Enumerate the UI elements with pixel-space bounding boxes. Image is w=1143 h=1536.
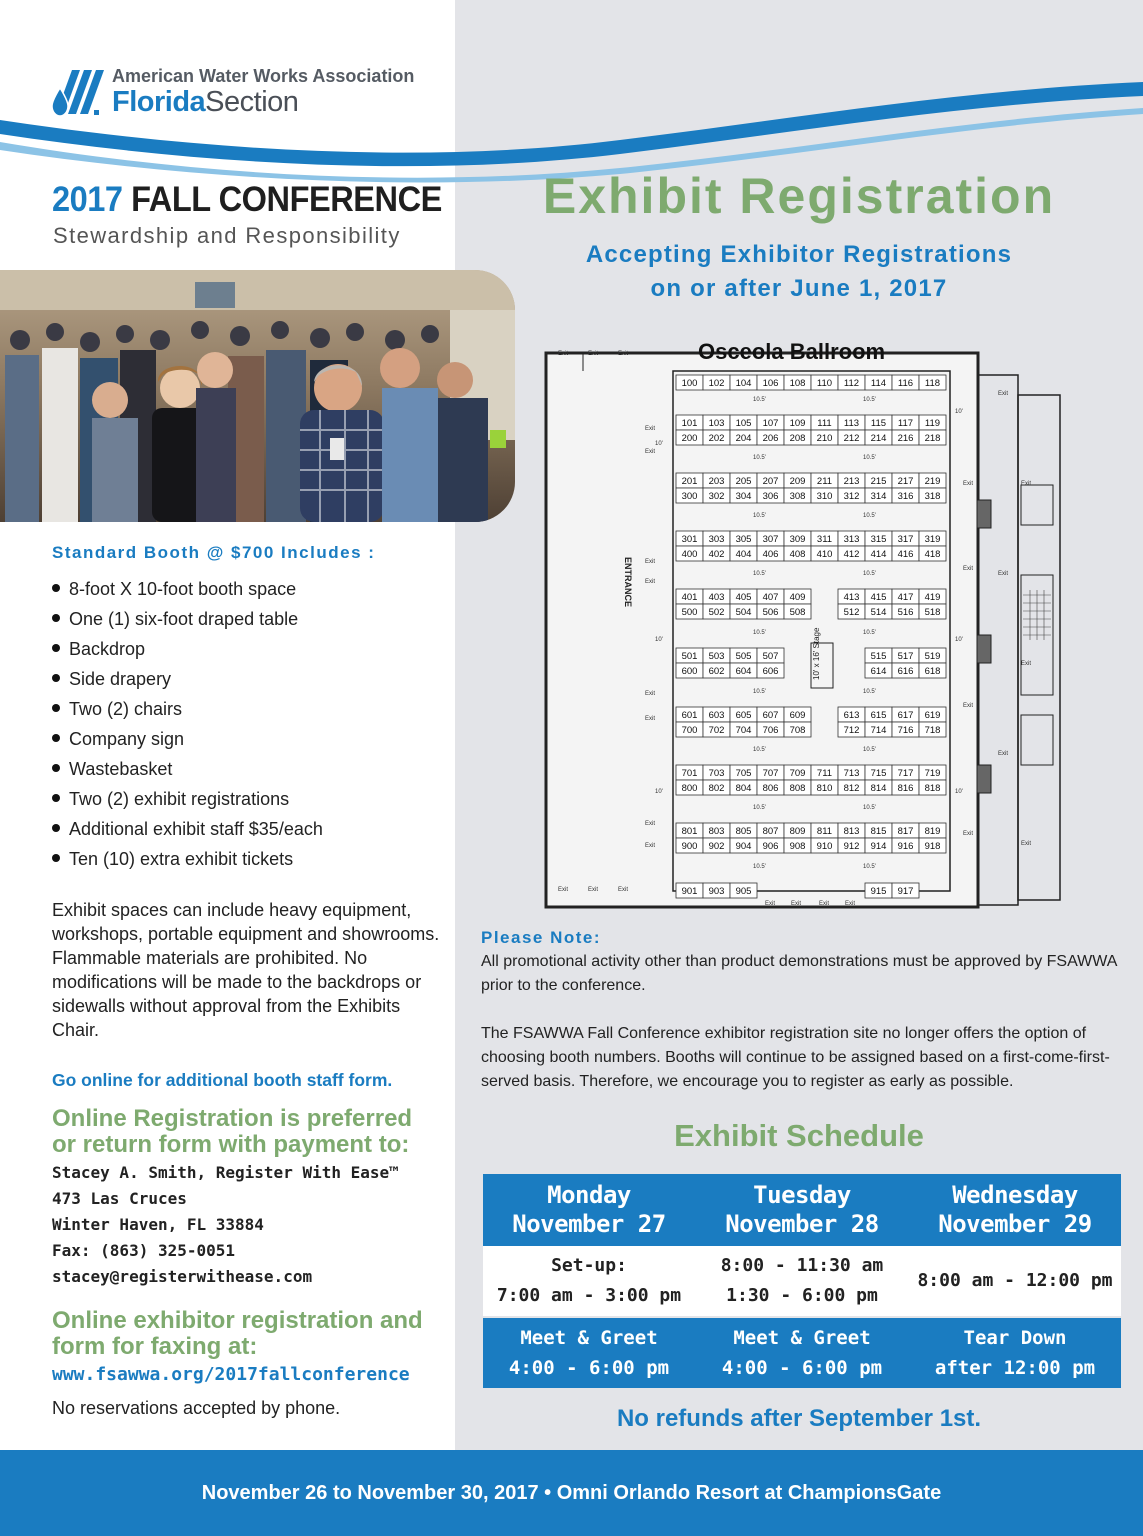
aisle-width-label: 10.5' xyxy=(753,689,766,695)
booth-label: 306 xyxy=(762,491,779,502)
registration-website-link[interactable]: www.fsawwa.org/2017fallconference xyxy=(52,1364,410,1385)
booth-label: 219 xyxy=(924,476,941,487)
booth-label: 516 xyxy=(897,607,914,618)
schedule-events-row xyxy=(483,1318,1121,1388)
booth-label: 617 xyxy=(897,710,914,721)
booth-label: 704 xyxy=(735,725,752,736)
online-registration-heading: Online Registration is preferred or return form with payment to: xyxy=(52,1105,413,1158)
address-line: 473 Las Cruces xyxy=(52,1189,187,1208)
booth-label: 302 xyxy=(708,491,725,502)
booth-label: 502 xyxy=(708,607,725,618)
booth-label: 500 xyxy=(681,607,698,618)
side-gap-label: 10' xyxy=(655,789,663,795)
booth-label: 206 xyxy=(762,433,779,444)
aisle-width-label: 10.5' xyxy=(753,513,766,519)
aisle-width-label: 10.5' xyxy=(863,630,876,636)
booth-label: 607 xyxy=(762,710,779,721)
booth-label: 804 xyxy=(735,783,752,794)
exit-label: Exit xyxy=(645,559,656,565)
aisle-width-label: 10.5' xyxy=(753,864,766,870)
booth-label: 815 xyxy=(870,826,887,837)
booth-label: 715 xyxy=(870,768,887,779)
list-item: Side drapery xyxy=(52,664,323,694)
booth-label: 111 xyxy=(817,418,832,429)
booth-includes-list xyxy=(52,574,323,874)
address-line: Stacey A. Smith, Register With Ease™ xyxy=(52,1163,399,1182)
booth-label: 915 xyxy=(870,886,887,897)
booth-label: 905 xyxy=(735,886,752,897)
booth-label: 412 xyxy=(843,549,860,560)
booth-label: 309 xyxy=(789,534,806,545)
booth-label: 903 xyxy=(708,886,725,897)
exit-label: Exit xyxy=(963,831,974,837)
booth-label: 714 xyxy=(870,725,887,736)
booth-label: 819 xyxy=(924,826,941,837)
booth-label: 910 xyxy=(816,841,833,852)
booth-label: 811 xyxy=(816,826,833,837)
booth-label: 501 xyxy=(681,651,698,662)
booth-label: 702 xyxy=(708,725,725,736)
side-gap-label: 10' xyxy=(955,789,963,795)
logo-org-name: American Water Works Association xyxy=(112,66,415,86)
schedule-cell: Set-up: 7:00 am - 3:00 pm xyxy=(496,1255,682,1306)
aisle-width-label: 10.5' xyxy=(753,571,766,577)
booth-label: 118 xyxy=(924,378,941,389)
booth-label: 717 xyxy=(897,768,914,779)
exit-label: Exit xyxy=(558,351,569,357)
booth-label: 908 xyxy=(789,841,806,852)
schedule-header-row xyxy=(483,1174,1121,1246)
exit-label: Exit xyxy=(645,579,656,585)
side-gap-label: 10' xyxy=(955,637,963,643)
booth-label: 700 xyxy=(681,725,698,736)
exit-label: Exit xyxy=(618,351,629,357)
schedule-cell: 8:00 - 11:30 am 1:30 - 6:00 pm xyxy=(720,1255,884,1306)
conference-year: 2017 xyxy=(52,180,123,219)
aisle-width-label: 10.5' xyxy=(863,455,876,461)
booth-label: 712 xyxy=(843,725,860,736)
water-drop-logo-icon xyxy=(50,66,112,118)
aisle-width-label: 10.5' xyxy=(863,747,876,753)
booth-label: 109 xyxy=(789,418,806,429)
aisle-width-label: 10.5' xyxy=(753,630,766,636)
booth-label: 217 xyxy=(897,476,914,487)
booth-label: 317 xyxy=(897,534,914,545)
booth-label: 215 xyxy=(870,476,887,487)
exit-label: Exit xyxy=(845,901,856,907)
awwa-logo xyxy=(50,62,450,122)
booth-label: 304 xyxy=(735,491,752,502)
floor-plan-stair-grid xyxy=(1023,590,1051,640)
booth-label: 301 xyxy=(681,534,698,545)
booth-label: 808 xyxy=(789,783,806,794)
booth-label: 816 xyxy=(897,783,914,794)
booth-label: 419 xyxy=(924,592,941,603)
booth-label: 200 xyxy=(681,433,698,444)
email-link[interactable]: stacey@registerwithease.com xyxy=(52,1267,313,1286)
booth-label: 205 xyxy=(735,476,752,487)
mailing-address xyxy=(52,1160,399,1290)
aisle-width-label: 10.5' xyxy=(753,455,766,461)
booth-label: 312 xyxy=(843,491,860,502)
booth-label: 100 xyxy=(681,378,698,389)
booth-label: 207 xyxy=(762,476,779,487)
booth-label: 806 xyxy=(762,783,779,794)
booth-label: 202 xyxy=(708,433,725,444)
booth-label: 709 xyxy=(789,768,806,779)
booth-label: 600 xyxy=(681,666,698,677)
booth-label: 404 xyxy=(735,549,752,560)
booth-label: 906 xyxy=(762,841,779,852)
booth-label: 505 xyxy=(735,651,752,662)
bullet-icon xyxy=(52,764,60,772)
note-paragraph-2: The FSAWWA Fall Conference exhibitor registration site no longer offers the option of choosing booth numbers. Booths will continue to be assigned based on a first-come-first-served basis. Therefore, we encourage you to register as early as possible. xyxy=(481,1025,1110,1090)
floor-plan xyxy=(543,335,1063,910)
booth-label: 213 xyxy=(843,476,860,487)
exit-label: Exit xyxy=(618,887,629,893)
booth-label: 914 xyxy=(870,841,887,852)
exhibit-schedule-table xyxy=(483,1174,1121,1388)
bullet-icon xyxy=(52,614,60,622)
booth-label: 605 xyxy=(735,710,752,721)
booth-label: 105 xyxy=(735,418,752,429)
booth-label: 618 xyxy=(924,666,941,677)
booth-label: 719 xyxy=(924,768,941,779)
booth-label: 201 xyxy=(681,476,698,487)
aisle-width-label: 10.5' xyxy=(863,397,876,403)
booth-label: 210 xyxy=(816,433,833,444)
bullet-icon xyxy=(52,734,60,742)
side-gap-label: 10' xyxy=(655,637,663,643)
side-gap-label: 10' xyxy=(655,441,663,447)
booth-label: 101 xyxy=(681,418,698,429)
conference-title xyxy=(52,180,442,220)
booth-label: 106 xyxy=(762,378,779,389)
booth-label: 512 xyxy=(843,607,860,618)
booth-label: 112 xyxy=(843,378,860,389)
exit-label: Exit xyxy=(998,571,1009,577)
booth-label: 318 xyxy=(924,491,941,502)
booth-label: 606 xyxy=(762,666,779,677)
exit-label: Exit xyxy=(998,751,1009,757)
booth-label: 108 xyxy=(789,378,806,389)
booth-label: 401 xyxy=(681,592,698,603)
list-item: Backdrop xyxy=(52,634,323,664)
booth-label: 413 xyxy=(843,592,860,603)
booth-label: 209 xyxy=(789,476,806,487)
aisle-width-label: 10.5' xyxy=(863,805,876,811)
booth-label: 916 xyxy=(897,841,914,852)
booth-label: 216 xyxy=(897,433,914,444)
exit-label: Exit xyxy=(645,821,656,827)
exit-label: Exit xyxy=(645,691,656,697)
bullet-icon xyxy=(52,824,60,832)
booth-label: 609 xyxy=(789,710,806,721)
booth-label: 814 xyxy=(870,783,887,794)
booth-label: 912 xyxy=(843,841,860,852)
aisle-width-label: 10.5' xyxy=(863,864,876,870)
booth-label: 208 xyxy=(789,433,806,444)
booth-label: 817 xyxy=(897,826,914,837)
booth-label: 705 xyxy=(735,768,752,779)
list-item: Additional exhibit staff $35/each xyxy=(52,814,323,844)
standard-booth-heading: Standard Booth @ $700 Includes : xyxy=(52,543,376,562)
exit-label: Exit xyxy=(588,887,599,893)
no-phone-notice: No reservations accepted by phone. xyxy=(52,1398,341,1418)
booth-label: 406 xyxy=(762,549,779,560)
list-item: Wastebasket xyxy=(52,754,323,784)
exit-label: Exit xyxy=(645,426,656,432)
schedule-hours-row xyxy=(483,1246,1121,1316)
booth-label: 517 xyxy=(897,651,914,662)
booth-label: 115 xyxy=(870,418,887,429)
booth-label: 601 xyxy=(681,710,698,721)
bullet-icon xyxy=(52,644,60,652)
exit-label: Exit xyxy=(558,887,569,893)
booth-label: 211 xyxy=(816,476,833,487)
schedule-cell: 8:00 am - 12:00 pm xyxy=(917,1270,1113,1291)
booth-label: 402 xyxy=(708,549,725,560)
crowd-photo xyxy=(0,270,515,522)
booth-label: 410 xyxy=(816,549,833,560)
booth-label: 809 xyxy=(789,826,806,837)
booth-label: 707 xyxy=(762,768,779,779)
booth-label: 904 xyxy=(735,841,752,852)
booth-label: 315 xyxy=(870,534,887,545)
exit-label: Exit xyxy=(765,901,776,907)
booth-label: 519 xyxy=(924,651,941,662)
bullet-icon xyxy=(52,674,60,682)
booth-label: 805 xyxy=(735,826,752,837)
booth-label: 518 xyxy=(924,607,941,618)
exit-label: Exit xyxy=(791,901,802,907)
booth-label: 818 xyxy=(924,783,941,794)
booth-label: 508 xyxy=(789,607,806,618)
booth-label: 716 xyxy=(897,725,914,736)
exit-label: Exit xyxy=(1021,481,1032,487)
list-item: One (1) six-foot draped table xyxy=(52,604,323,634)
booth-label: 417 xyxy=(897,592,914,603)
aisle-width-label: 10.5' xyxy=(863,571,876,577)
exit-label: Exit xyxy=(819,901,830,907)
crowd-photo-illustration xyxy=(0,270,515,522)
booth-label: 103 xyxy=(708,418,725,429)
booth-label: 701 xyxy=(681,768,698,779)
booth-label: 400 xyxy=(681,549,698,560)
stage-label: 10' x 16' Stage xyxy=(812,627,821,680)
booth-label: 619 xyxy=(924,710,941,721)
bullet-icon xyxy=(52,704,60,712)
fax-number: Fax: (863) 325-0051 xyxy=(52,1241,236,1260)
schedule-day-monday: Monday November 27 xyxy=(512,1181,666,1238)
booth-label: 110 xyxy=(816,378,833,389)
aisle-width-label: 10.5' xyxy=(863,513,876,519)
exit-label: Exit xyxy=(645,449,656,455)
booth-label: 713 xyxy=(843,768,860,779)
list-item: 8-foot X 10-foot booth space xyxy=(52,574,323,604)
booth-label: 308 xyxy=(789,491,806,502)
booth-label: 802 xyxy=(708,783,725,794)
booth-label: 116 xyxy=(897,378,914,389)
booth-label: 900 xyxy=(681,841,698,852)
booth-label: 113 xyxy=(843,418,860,429)
booth-label: 102 xyxy=(708,378,725,389)
booth-label: 408 xyxy=(789,549,806,560)
booth-label: 319 xyxy=(924,534,941,545)
booth-label: 504 xyxy=(735,607,752,618)
booth-label: 104 xyxy=(735,378,752,389)
footer-dates-venue: November 26 to November 30, 2017 • Omni Orlando Resort at ChampionsGate xyxy=(201,1481,942,1504)
booth-label: 803 xyxy=(708,826,725,837)
booth-label: 204 xyxy=(735,433,752,444)
exit-label: Exit xyxy=(1021,661,1032,667)
booth-label: 416 xyxy=(897,549,914,560)
booth-label: 218 xyxy=(924,433,941,444)
list-item: Company sign xyxy=(52,724,323,754)
logo-section-name: FloridaSection xyxy=(112,86,299,118)
list-item: Two (2) chairs xyxy=(52,694,323,724)
booth-label: 300 xyxy=(681,491,698,502)
aisle-width-label: 10.5' xyxy=(863,689,876,695)
booth-label: 114 xyxy=(870,378,887,389)
booth-label: 307 xyxy=(762,534,779,545)
list-item: Ten (10) extra exhibit tickets xyxy=(52,844,323,874)
bullet-icon xyxy=(52,794,60,802)
exit-label: Exit xyxy=(998,391,1009,397)
conference-tagline: Stewardship and Responsibility xyxy=(53,223,401,248)
booth-label: 415 xyxy=(870,592,887,603)
booth-label: 507 xyxy=(762,651,779,662)
aisle-width-label: 10.5' xyxy=(753,397,766,403)
booth-label: 902 xyxy=(708,841,725,852)
booth-label: 503 xyxy=(708,651,725,662)
booth-label: 901 xyxy=(681,886,698,897)
exit-label: Exit xyxy=(1021,841,1032,847)
exit-label: Exit xyxy=(963,481,974,487)
booth-label: 917 xyxy=(897,886,914,897)
booth-label: 813 xyxy=(843,826,860,837)
booth-label: 316 xyxy=(897,491,914,502)
booth-label: 403 xyxy=(708,592,725,603)
booth-label: 311 xyxy=(816,534,833,545)
booth-label: 616 xyxy=(897,666,914,677)
booth-label: 800 xyxy=(681,783,698,794)
schedule-cell: Meet & Greet 4:00 - 6:00 pm xyxy=(508,1327,670,1379)
booth-label: 303 xyxy=(708,534,725,545)
schedule-cell: Tear Down after 12:00 pm xyxy=(934,1327,1096,1379)
bullet-icon xyxy=(52,854,60,862)
note-paragraph-1: All promotional activity other than product demonstrations must be approved by FSAWWA prior to the conference. xyxy=(481,953,1117,994)
aisle-width-label: 10.5' xyxy=(753,747,766,753)
booth-label: 305 xyxy=(735,534,752,545)
booth-label: 313 xyxy=(843,534,860,545)
accepting-registrations-subtitle: Accepting Exhibitor Registrations on or after June 1, 2017 xyxy=(585,241,1013,302)
schedule-day-wednesday: Wednesday November 29 xyxy=(938,1181,1092,1238)
booth-label: 203 xyxy=(708,476,725,487)
conference-name: FALL CONFERENCE xyxy=(131,180,442,219)
online-exhibitor-heading: Online exhibitor registration and form for faxing at: xyxy=(52,1307,423,1360)
booth-label: 807 xyxy=(762,826,779,837)
aisle-width-label: 10.5' xyxy=(753,805,766,811)
booth-staff-form-link[interactable]: Go online for additional booth staff form. xyxy=(52,1070,393,1090)
booth-label: 117 xyxy=(897,418,914,429)
booth-label: 407 xyxy=(762,592,779,603)
booth-label: 603 xyxy=(708,710,725,721)
booth-label: 214 xyxy=(870,433,887,444)
booth-label: 107 xyxy=(762,418,779,429)
booth-label: 314 xyxy=(870,491,887,502)
booth-label: 718 xyxy=(924,725,941,736)
please-note-heading: Please Note: xyxy=(481,928,602,947)
side-gap-label: 10' xyxy=(955,409,963,415)
exit-label: Exit xyxy=(645,716,656,722)
exhibit-schedule-title: Exhibit Schedule xyxy=(674,1118,924,1153)
booth-label: 615 xyxy=(870,710,887,721)
booth-label: 405 xyxy=(735,592,752,603)
booth-label: 212 xyxy=(843,433,860,444)
booth-label: 414 xyxy=(870,549,887,560)
booth-label: 708 xyxy=(789,725,806,736)
booth-label: 706 xyxy=(762,725,779,736)
booth-label: 418 xyxy=(924,549,941,560)
booth-label: 515 xyxy=(870,651,887,662)
booth-label: 119 xyxy=(924,418,941,429)
booth-label: 703 xyxy=(708,768,725,779)
list-item: Two (2) exhibit registrations xyxy=(52,784,323,814)
exhibit-registration-title: Exhibit Registration xyxy=(542,168,1056,224)
schedule-day-tuesday: Tuesday November 28 xyxy=(725,1181,879,1238)
booth-label: 812 xyxy=(843,783,860,794)
booth-label: 810 xyxy=(816,783,833,794)
exit-label: Exit xyxy=(963,566,974,572)
entrance-label: ENTRANCE xyxy=(623,557,633,608)
booth-label: 801 xyxy=(681,826,698,837)
exhibit-spaces-paragraph: Exhibit spaces can include heavy equipment, workshops, portable equipment and showrooms. Flammable materials are prohibited. No modifications will be made to the backdrops or sidewalls without approval from the Exhibits Chair. xyxy=(52,900,440,1040)
booth-label: 613 xyxy=(843,710,860,721)
booth-label: 614 xyxy=(870,666,887,677)
booth-label: 711 xyxy=(816,768,833,779)
exit-label: Exit xyxy=(963,703,974,709)
booth-label: 310 xyxy=(816,491,833,502)
booth-label: 514 xyxy=(870,607,887,618)
booth-label: 604 xyxy=(735,666,752,677)
booth-label: 409 xyxy=(789,592,806,603)
address-line: Winter Haven, FL 33884 xyxy=(52,1215,264,1234)
bullet-icon xyxy=(52,584,60,592)
exit-label: Exit xyxy=(588,351,599,357)
booth-label: 506 xyxy=(762,607,779,618)
refund-policy: No refunds after September 1st. xyxy=(616,1405,982,1432)
exit-label: Exit xyxy=(645,843,656,849)
booth-label: 918 xyxy=(924,841,941,852)
booth-label: 602 xyxy=(708,666,725,677)
schedule-cell: Meet & Greet 4:00 - 6:00 pm xyxy=(721,1327,883,1379)
floor-plan-title: Osceola Ballroom xyxy=(698,339,886,364)
footer-bar xyxy=(0,1450,1143,1536)
